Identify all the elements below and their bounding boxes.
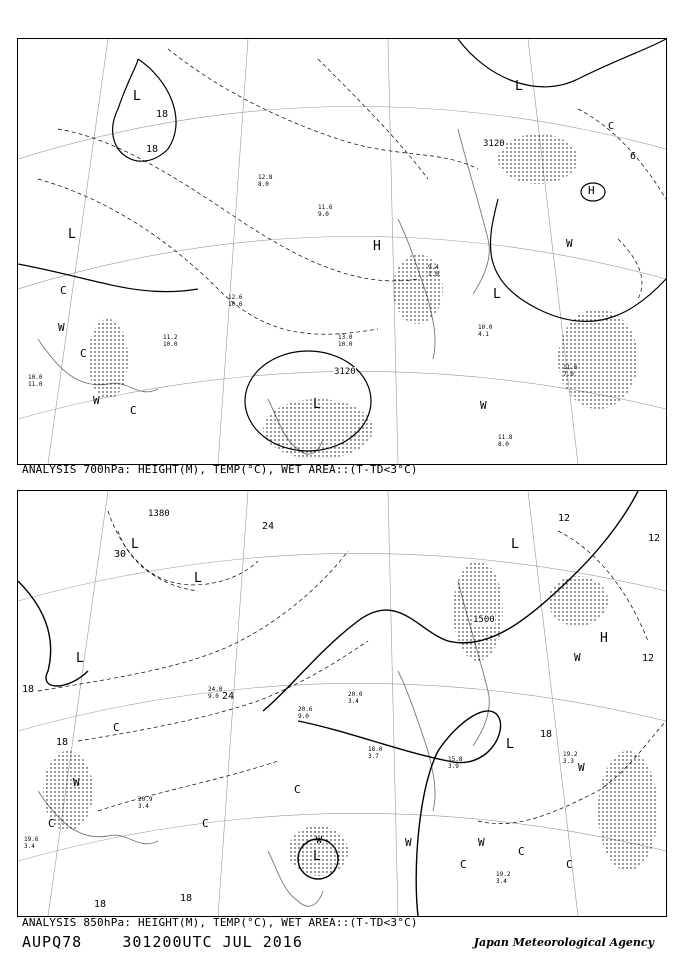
temperature-label: 18 (56, 737, 69, 748)
svg-text:12.6: 12.6 (228, 294, 243, 301)
height-label: 1380 (148, 509, 170, 519)
height-label: 1500 (473, 615, 495, 625)
cold-symbol: C (48, 817, 55, 830)
high-pressure-symbol: H (373, 239, 381, 254)
svg-text:11.8: 11.8 (498, 434, 513, 441)
svg-text:11.6: 11.6 (318, 204, 333, 211)
height-label: 3120 (334, 367, 356, 377)
temperature-label: 12 (642, 653, 655, 664)
svg-text:11.2: 11.2 (163, 334, 178, 341)
coastline (38, 581, 489, 906)
svg-text:8.0: 8.0 (258, 181, 269, 188)
temperature-label: 6 (630, 151, 637, 162)
svg-text:3.4: 3.4 (138, 803, 149, 810)
cold-symbol: C (130, 404, 137, 417)
svg-text:19.2: 19.2 (496, 871, 511, 878)
isotherms (38, 511, 666, 824)
cold-symbol: C (60, 284, 67, 297)
temperature-label: 12 (648, 533, 661, 544)
svg-text:9.0: 9.0 (318, 211, 329, 218)
svg-text:1.0: 1.0 (428, 271, 439, 278)
svg-text:10.0: 10.0 (338, 341, 353, 348)
svg-text:11.6: 11.6 (563, 364, 578, 371)
svg-text:8.0: 8.0 (498, 441, 509, 448)
svg-text:19.2: 19.2 (563, 751, 578, 758)
high-pressure-symbol: H (588, 184, 595, 197)
low-pressure-symbol: L (131, 537, 139, 552)
cold-symbol: C (113, 721, 120, 734)
warm-symbol: W (566, 237, 573, 250)
svg-text:19.6: 19.6 (24, 836, 39, 843)
map-700hpa-graphic (18, 39, 666, 464)
warm-symbol: W (93, 394, 100, 407)
svg-text:12.8: 12.8 (258, 174, 273, 181)
svg-text:3.4: 3.4 (348, 698, 359, 705)
agency-name: Japan Meteorological Agency (473, 936, 654, 949)
svg-text:7.0: 7.0 (563, 371, 574, 378)
temperature-label: 18 (156, 109, 169, 120)
temperature-label: 18 (22, 684, 35, 695)
low-pressure-symbol: L (194, 571, 202, 586)
caption-700hpa: ANALYSIS 700hPa: HEIGHT(M), TEMP(°C), WET AREA::(T-TD<3°C) (22, 463, 418, 476)
temperature-label: 24 (222, 691, 235, 702)
chart-code: AUPQ78 (22, 933, 83, 951)
temperature-label: 18 (180, 893, 193, 904)
svg-text:9.0: 9.0 (298, 713, 309, 720)
svg-text:11.0: 11.0 (28, 381, 43, 388)
cold-symbol: C (202, 817, 209, 830)
low-pressure-symbol: L (76, 651, 84, 666)
low-pressure-symbol: L (515, 79, 523, 94)
low-pressure-symbol: L (68, 227, 76, 242)
low-pressure-symbol: L (313, 849, 321, 864)
temperature-label: 18 (146, 144, 159, 155)
svg-text:10.6: 10.6 (228, 301, 243, 308)
svg-text:20.9: 20.9 (138, 796, 153, 803)
temperature-label: 24 (262, 521, 275, 532)
svg-text:3.9: 3.9 (448, 763, 459, 770)
svg-text:3.7: 3.7 (368, 753, 379, 760)
wet-areas (88, 134, 638, 459)
low-pressure-symbol: L (133, 89, 141, 104)
svg-text:20.0: 20.0 (348, 691, 363, 698)
temperature-label: 30 (114, 549, 127, 560)
warm-symbol: W (405, 836, 412, 849)
svg-text:9.4: 9.4 (428, 264, 439, 271)
warm-symbol: W (58, 321, 65, 334)
low-pressure-symbol: L (511, 537, 519, 552)
cold-symbol: C (80, 347, 87, 360)
low-pressure-symbol: L (313, 397, 321, 412)
temperature-label: 12 (558, 513, 571, 524)
svg-text:10.0: 10.0 (478, 324, 493, 331)
low-pressure-symbol: L (493, 287, 501, 302)
height-label: 3120 (483, 139, 505, 149)
warm-symbol: W (316, 835, 323, 846)
chart-datetime: 301200UTC JUL 2016 (122, 933, 303, 951)
cold-symbol: C (294, 783, 301, 796)
svg-text:4.1: 4.1 (478, 331, 489, 338)
svg-text:9.0: 9.0 (208, 693, 219, 700)
temperature-label: 18 (94, 899, 107, 910)
cold-symbol: C (460, 858, 467, 871)
cold-symbol: C (518, 845, 525, 858)
chart-identifier (22, 933, 303, 951)
svg-text:20.6: 20.6 (298, 706, 313, 713)
svg-text:3.3: 3.3 (563, 758, 574, 765)
map-panel-850hpa (17, 490, 667, 917)
warm-symbol: W (574, 651, 581, 664)
map-panel-700hpa (17, 38, 667, 465)
svg-text:18.0: 18.0 (368, 746, 383, 753)
cold-symbol: C (566, 858, 573, 871)
svg-text:3.4: 3.4 (496, 878, 507, 885)
svg-text:13.0: 13.0 (338, 334, 353, 341)
low-pressure-symbol: L (506, 737, 514, 752)
warm-symbol: W (73, 776, 80, 789)
graticule (18, 39, 666, 464)
caption-850hpa: ANALYSIS 850hPa: HEIGHT(M), TEMP(°C), WET AREA::(T-TD<3°C) (22, 916, 418, 929)
warm-symbol: W (478, 836, 485, 849)
svg-text:10.0: 10.0 (163, 341, 178, 348)
svg-text:24.0: 24.0 (208, 686, 223, 693)
svg-text:3.4: 3.4 (24, 843, 35, 850)
warm-symbol: W (480, 399, 487, 412)
warm-symbol: W (578, 761, 585, 774)
svg-text:15.8: 15.8 (448, 756, 463, 763)
temperature-label: C (608, 121, 615, 132)
temperature-label: 18 (540, 729, 553, 740)
svg-text:10.0: 10.0 (28, 374, 43, 381)
wet-areas (43, 561, 658, 876)
high-pressure-symbol: H (600, 631, 608, 646)
